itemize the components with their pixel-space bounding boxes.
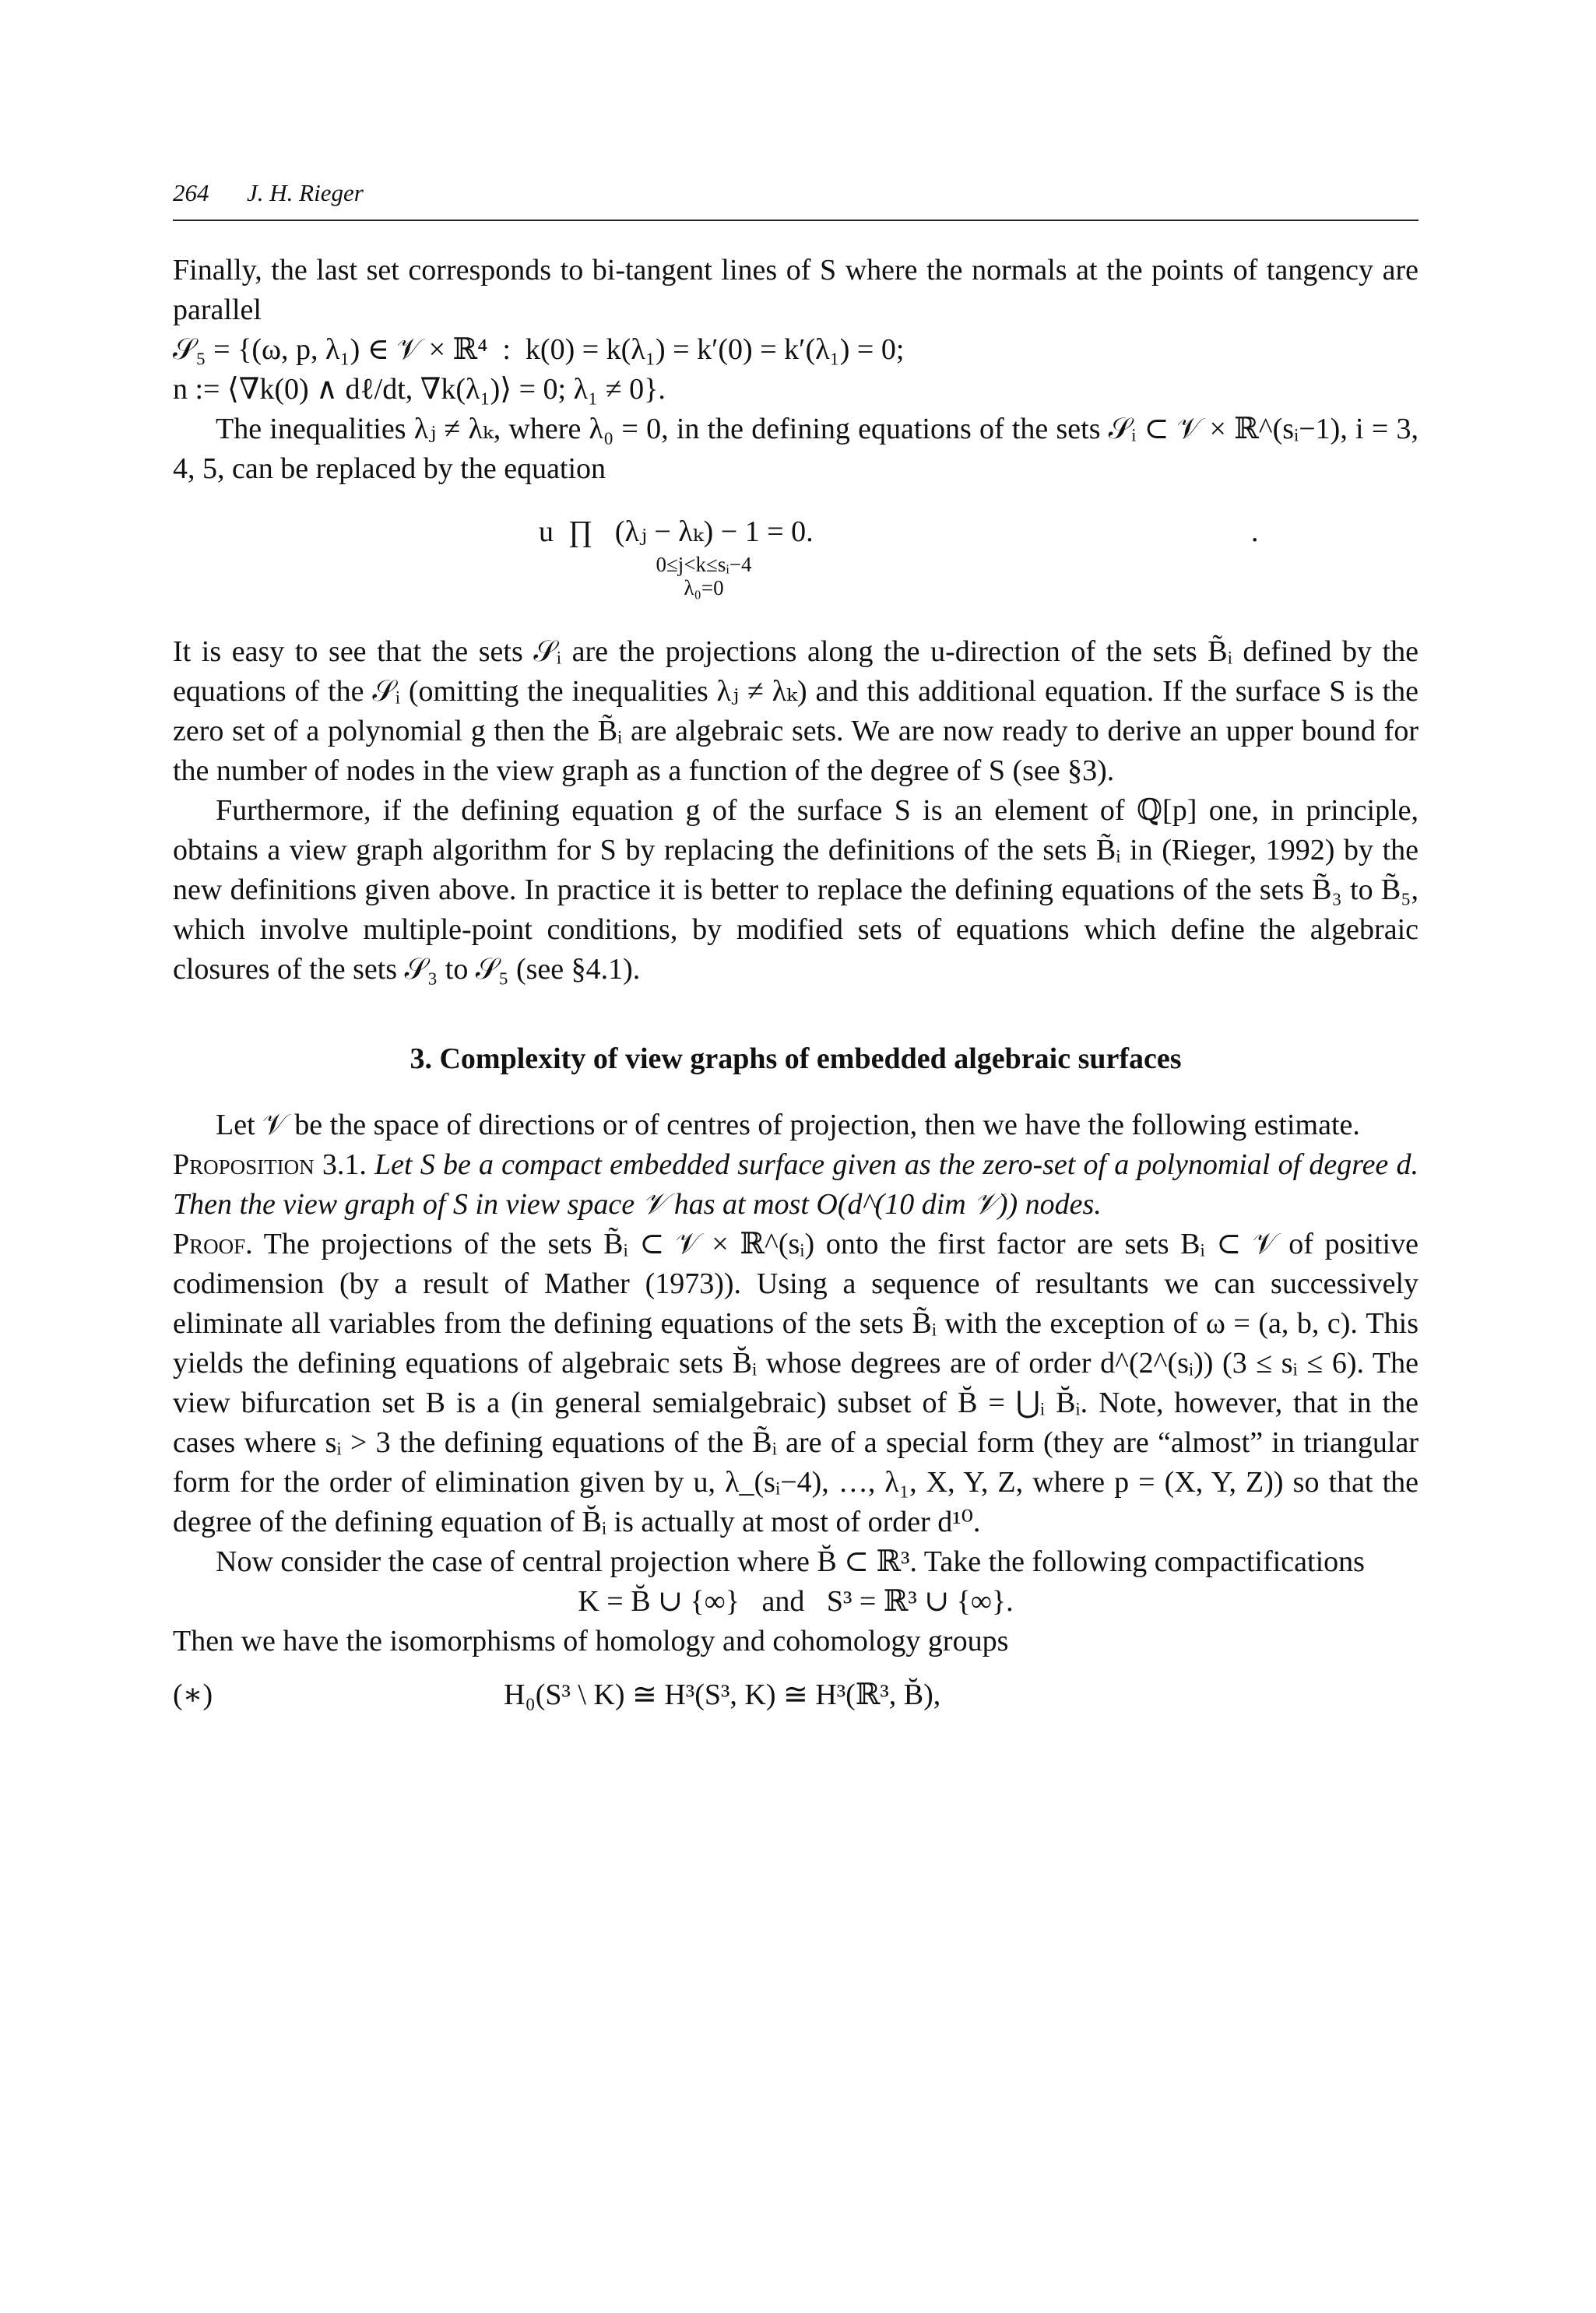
proof-text: The projections of the sets B̃ᵢ ⊂ 𝒱 × ℝ^(sᵢ) onto the first factor are sets Bᵢ ⊂ 𝒱 of positive codimension (by a result of Mather (1973)). Using a sequence of resultants we can successively eliminate all variables from the defining equations of the sets B̃ᵢ with the exception of ω = (a, b, c). This yields the defining equations of algebraic sets B̆ᵢ whose degrees are of order d^(2^(sᵢ)) (3 ≤ sᵢ ≤ 6). The view bifurcation set B is a (in general semialgebraic) subset of B̆ = ⋃ᵢ B̆ᵢ. Note, however, that in the cases where sᵢ > 3 the defining equations of the B̃ᵢ are of a special form (they are “almost” in triangular form for the order of elimination given by u, λ_(sᵢ−4), …, λ₁, X, Y, Z, where p = (X, Y, Z)) so that the degree of the defining equation of B̆ᵢ is actually at most of order d¹⁰. [173, 1228, 1418, 1538]
equation-star-tag: (∗) [173, 1679, 213, 1711]
equation-star [173, 1675, 1418, 1719]
header-rule [173, 220, 1418, 221]
product-index-base: λ₀=0 [684, 576, 724, 599]
equation-star-body: H₀(S³ \ K) ≅ H³(S³, K) ≅ H³(ℝ³, B̆), [504, 1679, 941, 1711]
paragraph-projections: It is easy to see that the sets 𝒮ᵢ are the projections along the u-direction of the sets B̃ᵢ defined by the equations of the 𝒮ᵢ (omitting the inequalities λⱼ ≠ λₖ) and this additional equation. If the surface S is the zero set of a polynomial g then the B̃ᵢ are algebraic sets. We are now ready to derive an upper bound for the number of nodes in the view graph as a function of the degree of S (see §3). [173, 635, 1418, 787]
equation-product-main: u ∏ (λⱼ − λₖ) − 1 = 0. [539, 515, 814, 548]
equation-s5-line2: n := ⟨∇k(0) ∧ dℓ/dt, ∇k(λ₁)⟩ = 0; λ₁ ≠ 0}. [173, 373, 666, 406]
paragraph-section-intro: Let 𝒱 be the space of directions or of centres of projection, then we have the following estimate. [216, 1109, 1360, 1141]
equation-compactifications: K = B̆ ∪ {∞} and S³ = ℝ³ ∪ {∞}. [578, 1585, 1014, 1618]
product-index-range: 0≤j<k≤sᵢ−4 [656, 553, 752, 576]
equation-product [173, 512, 1418, 606]
proof [173, 1225, 1418, 1542]
proposition [173, 1145, 1418, 1225]
paragraph-algorithm: Furthermore, if the defining equation g of the surface S is an element of ℚ[p] one, in principle, obtains a view graph algorithm for S by replacing the definitions of the sets B̃ᵢ in (Rieger, 1992) by the new definitions given above. In practice it is better to replace the defining equations of the sets B̃₃ to B̃₅, which involve multiple-point conditions, by modified sets of equations which define the algebraic closures of the sets 𝒮₃ to 𝒮₅ (see §4.1). [173, 794, 1418, 986]
body-text [173, 251, 1418, 1719]
equation-product-subscript [603, 553, 805, 599]
proposition-text: Let S be a compact embedded surface given as the zero-set of a polynomial of degree d. Then the view graph of S in view space 𝒱 has at most O(d^(10 dim 𝒱)) nodes. [173, 1148, 1418, 1221]
section-heading: 3. Complexity of view graphs of embedded algebraic surfaces [410, 1042, 1182, 1075]
paragraph-central-projection: Now consider the case of central projection where B̆ ⊂ ℝ³. Take the following compactifications [216, 1545, 1365, 1578]
page-number: 264 [173, 179, 209, 206]
proposition-label: Proposition 3.1. [173, 1148, 367, 1181]
running-header [173, 173, 1418, 212]
running-author: J. H. Rieger [247, 179, 364, 206]
paragraph-bitangent: Finally, the last set corresponds to bi-tangent lines of S where the normals at the points of tangency are parallel [173, 254, 1418, 326]
paragraph-isomorphisms: Then we have the isomorphisms of homology and cohomology groups [173, 1625, 1009, 1657]
paragraph-inequalities: The inequalities λⱼ ≠ λₖ, where λ₀ = 0, in the defining equations of the sets 𝒮ᵢ ⊂ 𝒱 × ℝ^(sᵢ−1), i = 3, 4, 5, can be replaced by the equation [173, 413, 1418, 485]
equation-product-stray-dot: . [1251, 515, 1259, 548]
proof-label: Proof. [173, 1228, 253, 1260]
equation-s5-line1: 𝒮₅ = {(ω, p, λ₁) ∈ 𝒱 × ℝ⁴ : k(0) = k(λ₁) = k′(0) = k′(λ₁) = 0; [173, 333, 905, 366]
